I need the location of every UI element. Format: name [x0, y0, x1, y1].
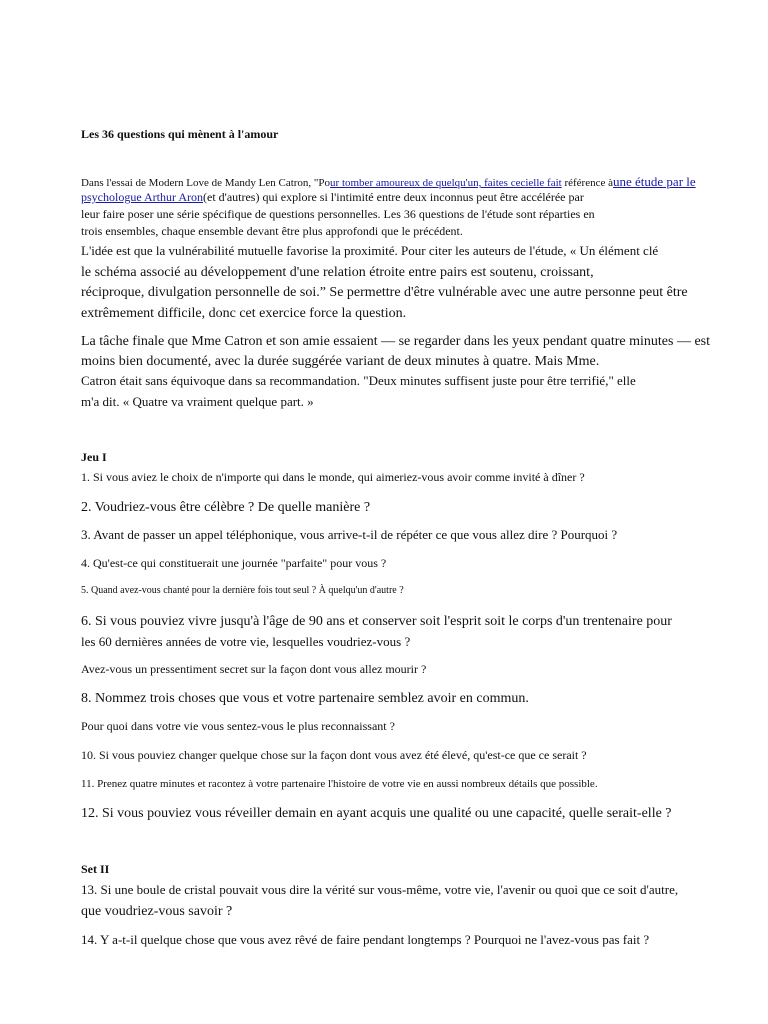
question: 12. Si vous pouviez vous réveiller demain en ayant acquis une qualité ou une capacité, quelle serait-elle ?	[81, 806, 672, 821]
question: 5. Quand avez-vous chanté pour la dernière fois tout seul ? À quelqu'un d'autre ?	[81, 585, 404, 596]
question: 10. Si vous pouviez changer quelque chose sur la façon dont vous avez été élevé, qu'est-ce que ce serait ?	[81, 748, 587, 762]
intro-line-4: trois ensembles, chaque ensemble devant être plus approfondi que le précédent.	[81, 224, 463, 238]
question: 6. Si vous pouviez vivre jusqu'à l'âge de 90 ans et conserver soit l'esprit soit le corps d'un trentenaire pour	[81, 614, 672, 629]
question: que voudriez-vous savoir ?	[81, 904, 233, 919]
question: 13. Si une boule de cristal pouvait vous dire la vérité sur vous-même, votre vie, l'avenir ou quoi que ce soit d'autre,	[81, 882, 679, 897]
intro-line-7: réciproque, divulgation personnelle de soi.” Se permettre d'être vulnérable avec une autre personne peut être	[81, 285, 688, 300]
intro-line-11: Catron était sans équivoque dans sa recommandation. "Deux minutes suffisent juste pour être terrifié," elle	[81, 373, 636, 388]
intro-text: référence à	[561, 177, 613, 189]
set-heading: Set II	[81, 862, 110, 876]
question: 8. Nommez trois choses que vous et votre partenaire semblez avoir en commun.	[81, 691, 529, 706]
study-link[interactable]: psychologue Arthur Aron	[81, 190, 203, 204]
question: Pour quoi dans votre vie vous sentez-vous le plus reconnaissant ?	[81, 719, 395, 733]
intro-line-12: m'a dit. « Quatre va vraiment quelque part. »	[81, 394, 314, 409]
study-link[interactable]: une étude par le	[613, 174, 696, 189]
question: 1. Si vous aviez le choix de n'importe qui dans le monde, qui aimeriez-vous avoir comme invité à dîner ?	[81, 470, 585, 484]
intro-line-9: La tâche finale que Mme Catron et son amie essaient — se regarder dans les yeux pendant quatre minutes — est	[81, 334, 711, 349]
question: Avez-vous un pressentiment secret sur la façon dont vous allez mourir ?	[81, 662, 427, 676]
set-heading: Jeu I	[81, 450, 107, 464]
intro-line-10: moins bien documenté, avec la durée suggérée variant de deux minutes à quatre. Mais Mme.	[81, 354, 600, 369]
intro-line-5: L'idée est que la vulnérabilité mutuelle favorise la proximité. Pour citer les auteurs de l'étude, « Un élément clé	[81, 243, 659, 258]
intro-line-3: leur faire poser une série spécifique de questions personnelles. Les 36 questions de l'étude sont réparties en	[81, 207, 595, 221]
question: 2. Voudriez-vous être célèbre ? De quelle manière ?	[81, 500, 371, 515]
question: 3. Avant de passer un appel téléphonique, vous arrive-t-il de répéter ce que vous allez dire ? Pourquoi ?	[81, 527, 618, 542]
article-link[interactable]: ur tomber amoureux de quelqu'un, faites cecielle fait	[330, 177, 562, 189]
intro-line-8: extrêmement difficile, donc cet exercice force la question.	[81, 306, 407, 321]
intro-line-1	[81, 175, 726, 190]
intro-line-2	[81, 191, 646, 205]
document-title: Les 36 questions qui mènent à l'amour	[81, 127, 279, 141]
question: 14. Y a-t-il quelque chose que vous avez rêvé de faire pendant longtemps ? Pourquoi ne l'avez-vous pas fait ?	[81, 932, 650, 947]
intro-line-6: le schéma associé au développement d'une relation étroite entre pairs est soutenu, croissant,	[81, 265, 594, 280]
intro-text: Dans l'essai de Modern Love de Mandy Len Catron, "Po	[81, 177, 331, 189]
question: 11. Prenez quatre minutes et racontez à votre partenaire l'histoire de votre vie en aussi nombreux détails que possible.	[81, 778, 598, 790]
question: 4. Qu'est-ce qui constituerait une journée "parfaite" pour vous ?	[81, 556, 387, 570]
intro-text: (et d'autres) qui explore si l'intimité entre deux inconnus peut être accélérée par	[203, 190, 584, 204]
question: les 60 dernières années de votre vie, lesquelles voudriez-vous ?	[81, 634, 411, 649]
